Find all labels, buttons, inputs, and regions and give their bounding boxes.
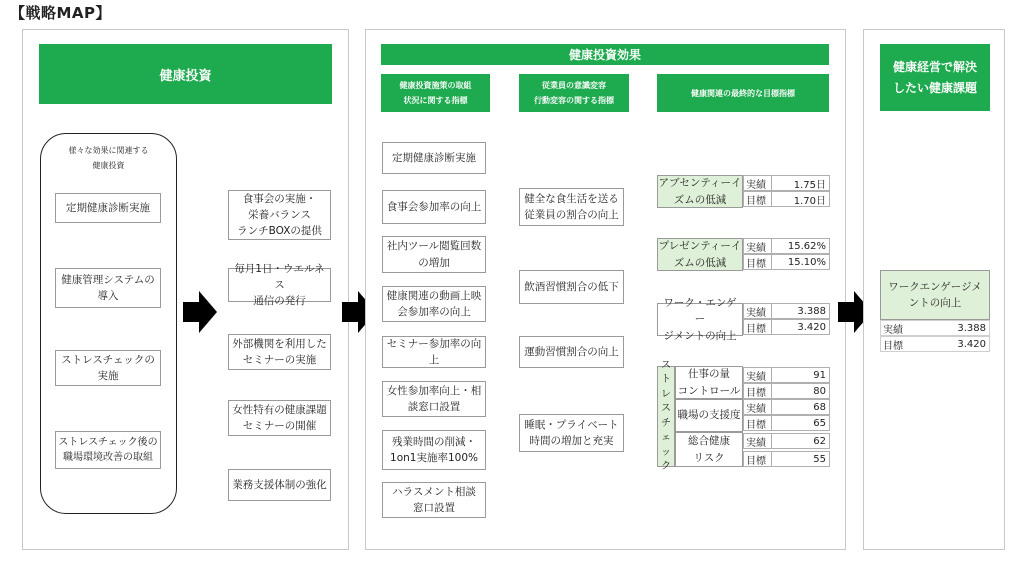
measure-item: 食事会の実施・ 栄養バランス ランチBOXの提供 xyxy=(228,190,331,240)
measure-item: 外部機関を利用した セミナーの実施 xyxy=(228,334,331,370)
stress-check-side-label: ス ト レ ス チ ェ ッ ク xyxy=(657,366,675,467)
stress-risk-target: 目標 55 xyxy=(743,451,830,467)
stress-support-label: 職場の支援度 xyxy=(675,399,743,432)
stress-risk-actual: 実績 62 xyxy=(743,433,830,449)
initiative-item: 残業時間の削減・ 1on1実施率100% xyxy=(382,430,486,470)
col-header-behavior: 従業員の意識変容 行動変容の関する指標 xyxy=(519,74,629,112)
kpi-absenteeism-actual: 実績 1.75日 xyxy=(743,175,830,191)
oval-item: 健康管理システムの 導入 xyxy=(55,268,161,308)
behavior-item: 健全な食生活を送る 従業員の割合の向上 xyxy=(519,188,624,226)
initiative-item: 定期健康診断実施 xyxy=(382,142,486,174)
stress-support-actual: 実績 68 xyxy=(743,399,830,415)
goal-engagement-label: ワークエンゲージメ ントの向上 xyxy=(880,270,990,320)
stress-workload-label: 仕事の量 コントロール xyxy=(675,366,743,399)
flow-arrow-icon xyxy=(183,291,217,333)
investment-header: 健康投資 xyxy=(39,44,332,104)
goal-engagement-target: 目標 3.420 xyxy=(880,336,990,352)
measure-item: 女性特有の健康課題 セミナーの開催 xyxy=(228,400,331,436)
oval-item: 定期健康診断実施 xyxy=(55,193,161,223)
kpi-presenteeism-target: 目標 15.10% xyxy=(743,254,830,270)
goal-engagement-actual: 実績 3.388 xyxy=(880,320,990,336)
col-header-initiatives: 健康投資施策の取組 状況に関する指標 xyxy=(381,74,490,112)
initiative-item: 食事会参加率の向上 xyxy=(382,190,486,224)
behavior-item: 睡眠・プライベート 時間の増加と充実 xyxy=(519,414,624,452)
kpi-engagement-label: ワーク・エンゲー ジメントの向上 xyxy=(657,303,743,336)
initiative-item: 健康関連の動画上映 会参加率の向上 xyxy=(382,286,486,322)
oval-item: ストレスチェック後の 職場環境改善の取組 xyxy=(55,431,161,469)
stress-support-target: 目標 65 xyxy=(743,415,830,431)
page-title: 【戦略MAP】 xyxy=(10,4,112,22)
oval-caption: 様々な効果に関連する 健康投資 xyxy=(68,146,149,171)
initiative-item: セミナー参加率の向上 xyxy=(382,336,486,368)
col-header-final-goals: 健康関連の最終的な目標指標 xyxy=(657,74,829,112)
initiative-item: 女性参加率向上・相 談窓口設置 xyxy=(382,381,486,417)
kpi-presenteeism-actual: 実績 15.62% xyxy=(743,238,830,254)
stress-workload-actual: 実績 91 xyxy=(743,367,830,383)
stress-workload-target: 目標 80 xyxy=(743,383,830,399)
initiative-item: 社内ツール閲覧回数 の増加 xyxy=(382,236,486,273)
stress-risk-label: 総合健康 リスク xyxy=(675,432,743,467)
initiative-item: ハラスメント相談 窓口設置 xyxy=(382,482,486,518)
kpi-engagement-target: 目標 3.420 xyxy=(743,319,830,335)
kpi-absenteeism-label: アブセンティーイ ズムの低減 xyxy=(657,175,743,208)
issue-header: 健康経営で解決 したい健康課題 xyxy=(880,44,990,111)
effect-header: 健康投資効果 xyxy=(381,44,829,65)
kpi-engagement-actual: 実績 3.388 xyxy=(743,303,830,319)
kpi-absenteeism-target: 目標 1.70日 xyxy=(743,191,830,207)
oval-item: ストレスチェックの 実施 xyxy=(55,350,161,386)
measure-item: 業務支援体制の強化 xyxy=(228,469,331,501)
kpi-presenteeism-label: プレゼンティーイ ズムの低減 xyxy=(657,238,743,271)
behavior-item: 運動習慣割合の向上 xyxy=(519,336,624,368)
behavior-item: 飲酒習慣割合の低下 xyxy=(519,270,624,304)
measure-item: 毎月1日・ウエルネス 通信の発行 xyxy=(228,268,331,302)
